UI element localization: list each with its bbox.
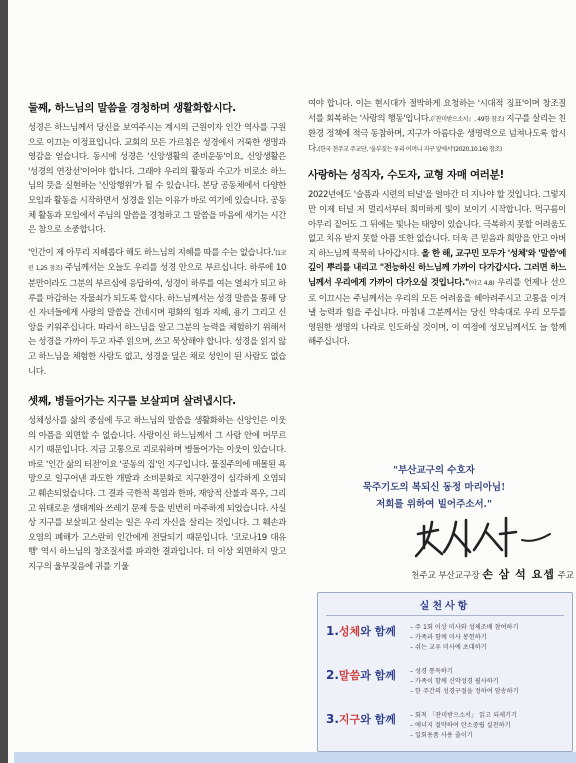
author-name: 손 삼 석 요셉 xyxy=(482,568,555,581)
practice-section-label xyxy=(326,711,396,727)
reference: (야고 4,8) xyxy=(468,279,495,287)
section-keyword: 지구 xyxy=(338,713,361,726)
paragraph-closing-body: 우리를 언제나 선으로 이끄시는 주님께서는 우리의 모든 어려움을 헤아려주시고 고통을 이겨낼 능력과 힘을 주십니다. 마침내 그분께서는 당신 약속대로 우리 모두를 영원한 생명의 나라로 인도하실 것이며, 이 여정에 성모님께서도 늘 함께 해주십니다. xyxy=(308,277,566,348)
reference: (『찬미받으소서』, 49항 참조) xyxy=(430,115,504,123)
section-label-rest: 와 함께 xyxy=(360,625,396,638)
practice-items xyxy=(410,711,566,741)
quote-line: 저희를 위하여 빌어주소서." xyxy=(376,499,492,510)
divider xyxy=(326,615,564,616)
section-number: 1. xyxy=(326,624,339,638)
paragraph-wisdom xyxy=(28,246,286,379)
practice-box-title: 실천사항 xyxy=(419,601,471,612)
list-item: – 회칙 「찬미받으소서」 읽고 되새기기 xyxy=(410,712,518,719)
section-heading-second: 둘째, 하느님의 말씀을 경청하며 생활화합시다. xyxy=(28,102,236,114)
footer-bar xyxy=(14,752,576,763)
list-item: – 에너지 절약하여 탄소중립 실천하기 xyxy=(410,722,511,729)
paragraph-closing-text: 2022년에도 '슬픔과 시련의 터널'을 얼마간 더 지나야 할 것입니다. 그렇지만 이제 터널 저 멀리서부터 희미하게 빛이 보이기 시작합니다. 먹구름이 아무리 짙어도 그 뒤에는 빛나는 태양이 있습니다. 극복하지 못할 어려움도 없고 치유 받지 못할 아픔 또한 없습니다. 더욱 큰 믿음과 희망을 안고 아버지 하느님께 묵묵히 나아갑시다. xyxy=(308,190,566,259)
section-heading-third: 셋째, 병들어가는 지구를 보살피며 살려냅시다. xyxy=(28,395,236,408)
paragraph-closing xyxy=(308,188,566,350)
paragraph-continued xyxy=(308,97,566,157)
practice-items xyxy=(410,667,566,697)
list-item: – 한 주간의 성경구절을 정하여 암송하기 xyxy=(410,688,519,695)
practice-section-label xyxy=(326,667,396,683)
paragraph-bible: 성경은 하느님께서 당신을 보여주시는 계시의 근원이자 인간 역사를 구원으로 이끄는 이정표입니다. 교회의 모든 가르침은 성경에서 거룩한 생명과 영감을 얻습니다. 동시에 성경은 '신앙생활의 준비운동'이요, 신앙생활은 '성경의 연장선'이어야 합니다. 그래야 우리의 활동과 수고가 비로소 하느님의 뜻을 실현하는 '신앙행위'가 될 수 있습니다. 본당 공동체에서 다양한 모임과 활동을 시작하면서 성경을 읽는 이유가 바로 여기에 있습니다. 공동체 활동과 모임에서 주님의 말씀을 경청하고 그 말씀을 마음에 새기는 시간은 참으로 소중합니다. xyxy=(28,123,286,236)
byline-suffix: 주교 xyxy=(557,571,574,581)
list-item: – 쉬는 교우 미사에 초대하기 xyxy=(410,644,487,651)
left-column xyxy=(28,100,286,583)
section-number: 3. xyxy=(326,712,339,726)
emphasis-text: 올 한 해, 교구민 모두가 '성체'와 '말씀'에 깊이 뿌리를 내리고 "전능하신 하느님께 가까이 다가갑시다. 그러면 하느님께서 우리에게 가까이 다가오실 것입니다." xyxy=(308,248,566,288)
practice-section-label xyxy=(326,623,396,639)
prayer-quote xyxy=(314,462,554,513)
section-number: 2. xyxy=(326,668,339,682)
bishop-signature xyxy=(404,512,554,568)
quote-line: 묵주기도의 복되신 동정 마리아님! xyxy=(362,482,506,493)
section-label-rest: 와 함께 xyxy=(360,713,396,726)
byline-prefix: 천주교 부산교구장 xyxy=(411,571,480,581)
section-heading-greeting: 사랑하는 성직자, 수도자, 교형 자매 여러분! xyxy=(308,169,504,182)
paragraph-continued-body: 지구를 살리는 친환경 정책에 적극 동참하며, 지구가 아름다운 생명력으로 넘쳐나도록 합시다. xyxy=(308,113,566,154)
right-column xyxy=(308,97,566,358)
reference: (1코린 1,25 참조) xyxy=(28,249,286,273)
section-label-rest: 과 함께 xyxy=(360,669,396,682)
author-byline xyxy=(344,566,574,582)
list-item: – 성경 통독하기 xyxy=(410,668,453,675)
paragraph-earth: 성체성사를 삶의 중심에 두고 하느님의 말씀을 생활화하는 신앙인은 이웃의 아픔을 외면할 수 없습니다. 사랑이신 하느님께서 그 사람 안에 머무르시기 때문입니다. 지금 고통으로 괴로워하며 병들어가는 이웃이 있습니다. 바로 '인간 삶의 터전'이요 '공동의 집'인 지구입니다. 물질주의에 매몰된 욕망으로 일구어낸 과도한 개발과 소비문화로 지구환경이 심각하게 오염되고 훼손되었습니다. 그 결과 극한적 폭염과 한파, 재앙적 산불과 폭우, 그리고 위태로운 생태계와 쓰레기 문제 등을 빈번히 마주하게 되었습니다. 사실상 지구를 보살피고 살리는 일은 우리 자신을 살리는 것입니다. 그 훼손과 오염의 폐해가 고스란히 인간에게 전달되기 때문입니다. '코로나19 대유행' 역시 하느님의 창조질서를 파괴한 결과입니다. 더 이상 외면하지 말고 지구의 울부짖음에 귀를 기울 xyxy=(28,416,286,573)
section-keyword: 성체 xyxy=(338,625,361,638)
list-item: – 가족과 함께 미사 봉헌하기 xyxy=(410,634,487,641)
list-item: – 주 1회 이상 미사와 성체조배 참여하기 xyxy=(410,624,519,631)
paragraph-continued-text: 여야 합니다. 이는 현시대가 절박하게 요청하는 '시대적 징표'이며 창조질서를 회복하는 '사랑의 행동'입니다. xyxy=(308,99,566,124)
quote-line: "부산교구의 수호자 xyxy=(393,465,475,476)
practice-box xyxy=(317,592,573,752)
letter-page xyxy=(14,0,576,763)
page-edge-strip xyxy=(0,0,8,763)
quote-text: '인간이 제 아무리 지혜롭다 해도 하느님의 지혜를 따를 수는 없습니다.' xyxy=(28,247,276,258)
list-item: – 가족이 함께 신약성경 필사하기 xyxy=(410,678,499,685)
paragraph-wisdom-body: 주님께서는 오늘도 우리를 성경 안으로 부르십니다. 하루에 10분만이라도 그분의 부르심에 응답하여, 성경이 하루를 여는 열쇠가 되고 하루를 마감하는 자물쇠가 되도록 합시다. 하느님께서는 성경 말씀을 통해 당신 자녀들에게 사랑의 말씀을 건네시며 평화의 힘과 지혜, 용기 그리고 신앙을 키워주십니다. 따라서 하느님을 알고 그분의 능력을 체험하기 위해서는 성경을 가까이 두고 자주 읽으며, 쓰고 묵상해야 합니다. 성경을 읽지 않고 하느님을 체험한 사람도 없고, 성경을 덮은 채로 성인이 된 사람도 없습니다. xyxy=(28,263,286,377)
list-item: – 일회용품 사용 줄이기 xyxy=(410,732,473,739)
section-keyword: 말씀 xyxy=(338,669,361,682)
reference: (한국 천주교 주교단, '울부짖는 우리 어머니 지구 앞에서'(2020.10.16) 참조) xyxy=(318,145,502,153)
practice-items xyxy=(410,623,566,653)
